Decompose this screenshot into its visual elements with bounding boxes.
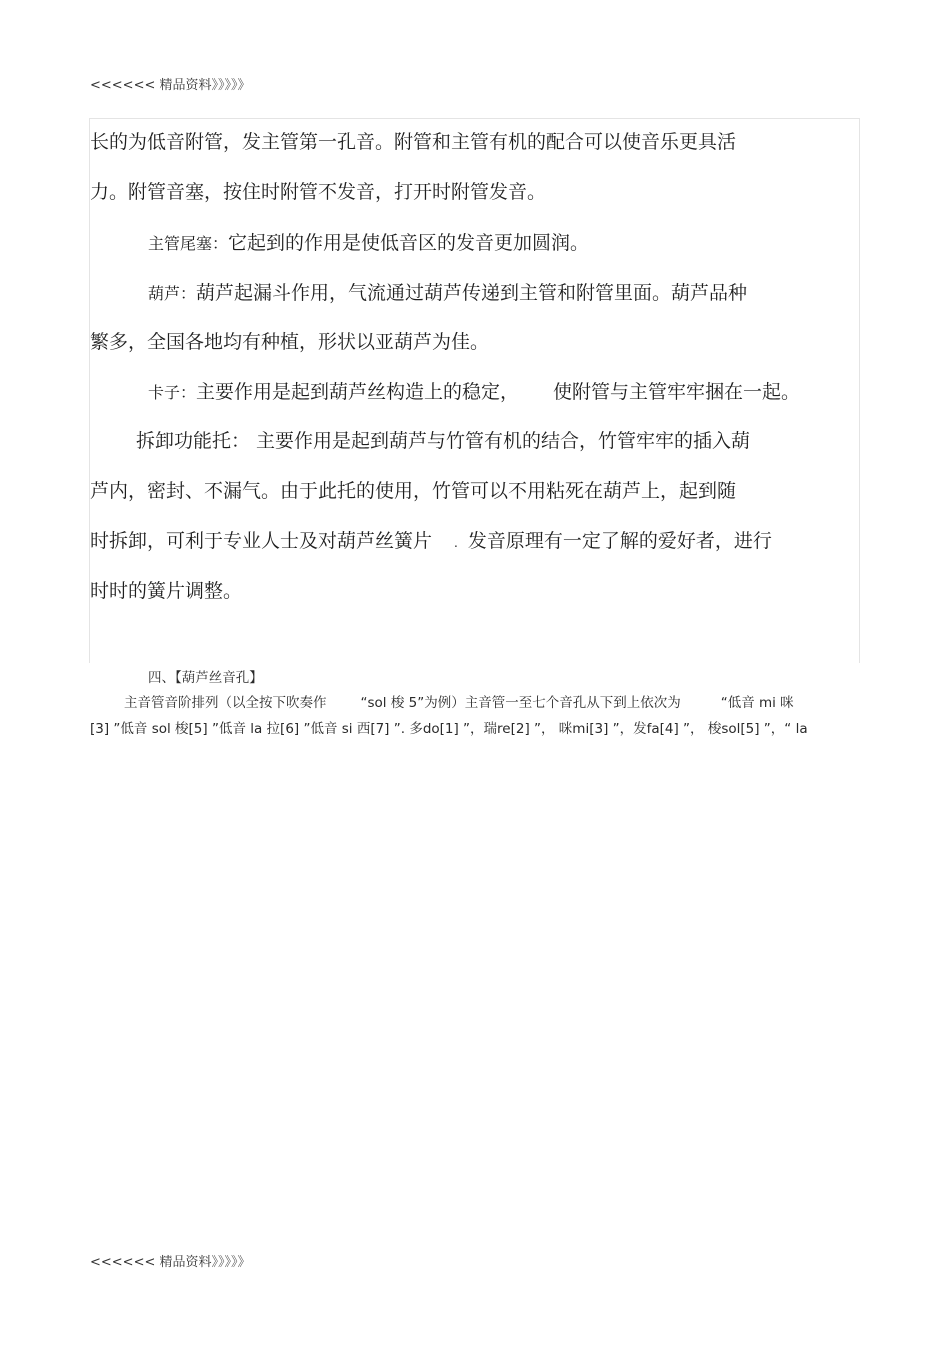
- term-label: 主管尾塞：: [148, 234, 229, 253]
- paragraph-line: [148, 379, 800, 406]
- section-text: “低音 mi 咪: [720, 695, 794, 711]
- paragraph-line: 力。附管音塞，按住时附管不发音，打开时附管发音。: [90, 181, 547, 203]
- section-text: “sol 梭 5”为例）主音管一至七个音孔从下到上依次为: [360, 695, 681, 711]
- term-text: 主要作用是起到葫芦丝构造上的稳定，: [196, 381, 520, 403]
- paragraph-line: [90, 528, 772, 556]
- section-line: [124, 694, 794, 712]
- paragraph-line: 芦内，密封、不漏气。由于此托的使用，竹管可以不用粘死在葫芦上，起到随: [90, 480, 737, 502]
- paragraph-line: 时时的簧片调整。: [90, 580, 243, 602]
- paragraph-line: 拆卸功能托： 主要作用是起到葫芦与竹管有机的结合，竹管牢牢的插入葫: [136, 430, 751, 452]
- term-text: 它起到的作用是使低音区的发音更加圆润。: [228, 232, 590, 254]
- page-footer: <<<<<< 精品资料》》》》》: [90, 1255, 251, 1270]
- section-text: 主音管音阶排列（以全按下吹奏作: [124, 695, 327, 711]
- term-text: 葫芦起漏斗作用，气流通过葫芦传递到主管和附管里面。葫芦品种: [196, 282, 748, 304]
- paragraph-line: [148, 230, 589, 257]
- page-header: <<<<<< 精品资料》》》》》: [90, 78, 251, 93]
- line-text: 发音原理有一定了解的爱好者，进行: [467, 530, 772, 552]
- term-text: 使附管与主管牢牢捆在一起。: [553, 381, 801, 403]
- section-line: [3] ”低音 sol 梭[5] ”低音 la 拉[6] ”低音 si 西[7] ”. 多do[1] ”，瑞re[2] ”， 咪mi[3] ”，发fa[4] ”， 梭sol[5] ”，“ la: [90, 721, 808, 737]
- paragraph-line: 繁多，全国各地均有种植，形状以亚葫芦为佳。: [90, 331, 490, 353]
- line-text: 时拆卸，可利于专业人士及对葫芦丝簧片: [90, 530, 433, 552]
- term-label: 葫芦：: [148, 284, 197, 303]
- term-label: 卡子：: [148, 383, 197, 402]
- section-heading: 四、【葫芦丝音孔】: [148, 670, 263, 686]
- paragraph-line: 长的为低音附管，发主管第一孔音。附管和主管有机的配合可以使音乐更具活: [90, 131, 737, 153]
- line-dot: .: [454, 536, 458, 550]
- paragraph-line: [148, 280, 747, 307]
